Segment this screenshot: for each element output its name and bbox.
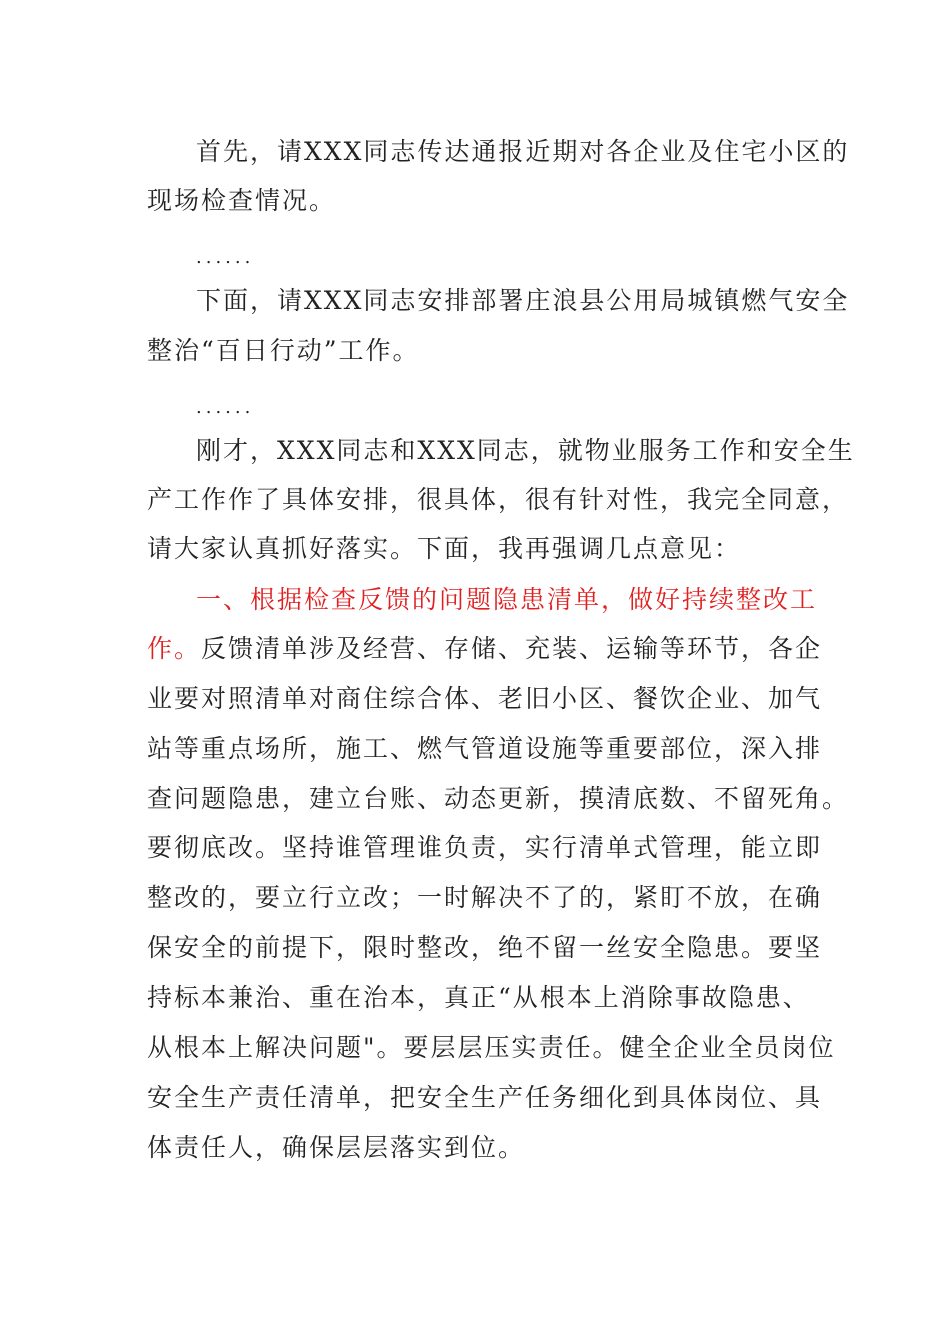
paragraph-4-line-6: 要彻底改。坚持谁管理谁负责，实行清单式管理，能立即	[147, 833, 823, 862]
ellipsis-1: ......	[196, 247, 255, 268]
section-heading-1-tail: 作。	[147, 634, 202, 663]
paragraph-2-line-2: 整治“百日行动”工作。	[147, 336, 420, 365]
paragraph-4-line-2-text: 反馈清单涉及经营、存储、充装、运输等环节，各企	[201, 634, 823, 663]
paragraph-1-line-1: 首先，请XXX同志传达通报近期对各企业及住宅小区的	[196, 137, 850, 166]
section-heading-1: 一、根据检查反馈的问题隐患清单，做好持续整改工	[196, 585, 818, 614]
paragraph-3-line-1: 刚才，XXX同志和XXX同志，就物业服务工作和安全生	[196, 436, 855, 465]
paragraph-1-line-2: 现场检查情况。	[147, 186, 337, 215]
paragraph-4-line-7: 整改的，要立行立改；一时解决不了的，紧盯不放，在确	[147, 883, 823, 912]
paragraph-4-line-4: 站等重点场所，施工、燃气管道设施等重要部位，深入排	[147, 734, 823, 763]
paragraph-4-line-11: 安全生产责任清单，把安全生产任务细化到具体岗位、具	[147, 1083, 823, 1112]
paragraph-4-line-12: 体责任人，确保层层落实到位。	[147, 1133, 526, 1162]
paragraph-3-line-3: 请大家认真抓好落实。下面，我再强调几点意见：	[147, 534, 742, 563]
paragraph-4-line-10: 从根本上解决问题"。要层层压实责任。健全企业全员岗位	[147, 1033, 836, 1062]
paragraph-2-line-1: 下面，请XXX同志安排部署庄浪县公用局城镇燃气安全	[196, 286, 850, 315]
paragraph-4-line-5: 查问题隐患，建立台账、动态更新，摸清底数、不留死角。	[147, 784, 850, 813]
ellipsis-2: ......	[196, 397, 255, 418]
paragraph-3-line-2: 产工作作了具体安排，很具体，很有针对性，我完全同意，	[147, 485, 850, 514]
paragraph-4-line-2	[147, 634, 822, 664]
paragraph-4-line-8: 保安全的前提下，限时整改，绝不留一丝安全隐患。要坚	[147, 933, 823, 962]
paragraph-4-line-3: 业要对照清单对商住综合体、老旧小区、餐饮企业、加气	[147, 684, 823, 713]
paragraph-4-line-9: 持标本兼治、重在治本，真正“从根本上消除事故隐患、	[147, 983, 810, 1012]
